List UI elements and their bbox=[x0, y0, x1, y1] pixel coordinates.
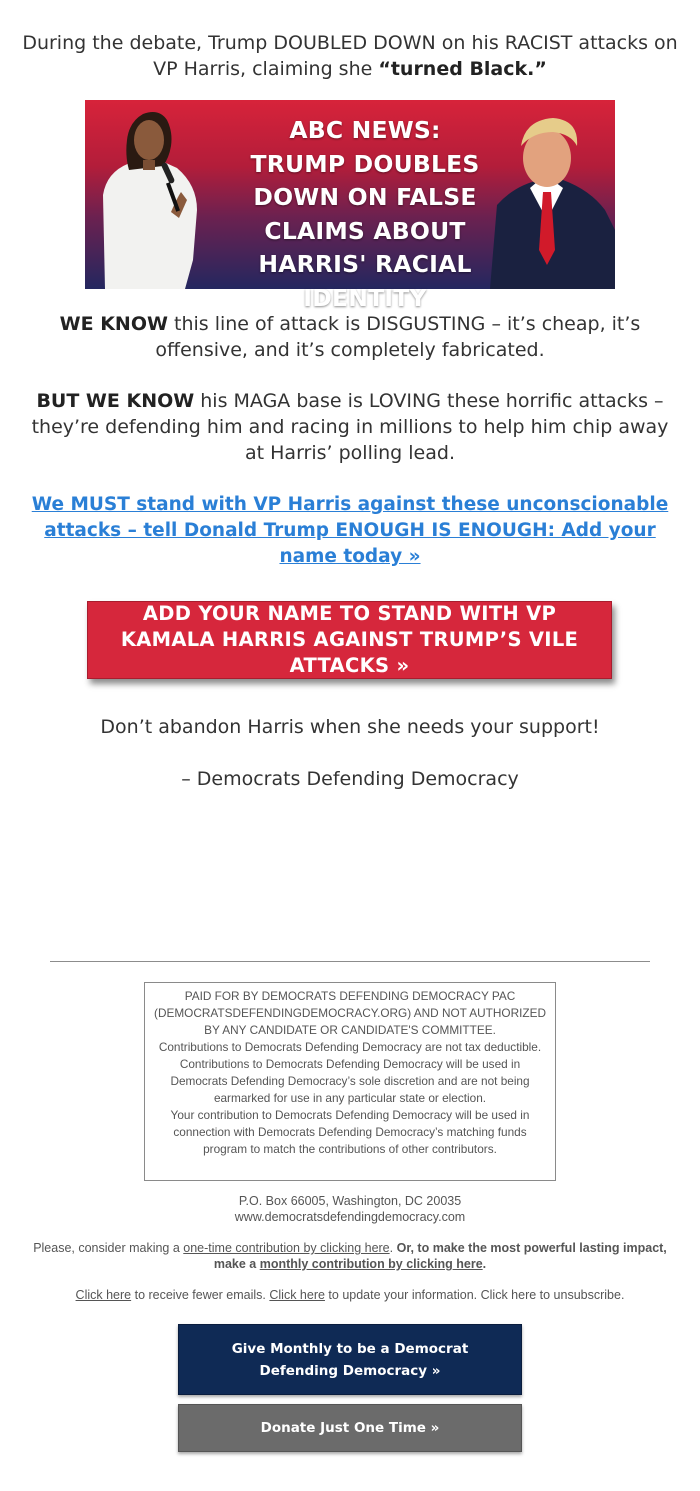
intro-text: During the debate, Trump DOUBLED DOWN on his RACIST attacks on VP Harris, claiming she bbox=[22, 32, 678, 80]
give-monthly-button[interactable] bbox=[178, 1324, 522, 1395]
one-time-contribution-link[interactable]: one-time contribution by clicking here bbox=[183, 1241, 390, 1255]
consider-prefix: Please, consider making a bbox=[33, 1241, 184, 1255]
monthly-contribution-link[interactable]: monthly contribution by clicking here bbox=[259, 1257, 483, 1271]
disclaimer-matching-funds: Your contribution to Democrats Defending Democracy will be used in connection with Democrats Defending Democracy’s matching funds program to match the contributions of other contributors. bbox=[170, 1108, 530, 1156]
signature-text: – Democrats Defending Democracy bbox=[181, 768, 519, 790]
unsubscribe-link[interactable]: Click here to unsubscribe. bbox=[480, 1288, 625, 1302]
add-your-name-label: ADD YOUR NAME TO STAND WITH VP KAMALA HARRIS AGAINST TRUMP’S VILE ATTACKS » bbox=[120, 602, 579, 677]
signature bbox=[20, 766, 680, 792]
update-info-link[interactable]: Click here bbox=[269, 1288, 325, 1302]
disclaimer-paid-for: PAID FOR BY DEMOCRATS DEFENDING DEMOCRACY PAC (DEMOCRATSDEFENDINGDEMOCRACY.ORG) AND NOT AUTHORIZED BY ANY CANDIDATE OR CANDIDATE'S COMMITTEE. bbox=[154, 989, 546, 1037]
fewer-emails-text: to receive fewer emails. bbox=[131, 1288, 270, 1302]
contribution-options bbox=[30, 1240, 670, 1272]
but-we-know-lead: BUT WE KNOW bbox=[36, 390, 195, 412]
closing-line-text: Don’t abandon Harris when she needs your support! bbox=[100, 716, 600, 738]
disclaimer-sole-discretion: Contributions to Democrats Defending Democracy will be used in Democrats Defending Democracy’s sole discretion and are not being earmarked for use in any particular state or election. bbox=[170, 1057, 530, 1105]
consider-bold: Or, to make the most powerful lasting impact, make a bbox=[213, 1241, 667, 1271]
donate-once-button[interactable] bbox=[178, 1404, 522, 1452]
we-know-paragraph bbox=[20, 311, 680, 363]
petition-link[interactable]: We MUST stand with VP Harris against these unconscionable attacks – tell Donald Trump ENOUGH IS ENOUGH: Add your name today » bbox=[31, 494, 669, 567]
news-banner-image[interactable] bbox=[85, 100, 615, 312]
intro-quote: “turned Black.” bbox=[378, 58, 547, 80]
but-we-know-paragraph bbox=[20, 388, 680, 466]
closing-line bbox=[20, 714, 680, 740]
consider-mid: . bbox=[389, 1241, 397, 1255]
intro-paragraph bbox=[20, 30, 680, 82]
legal-disclaimer-box bbox=[144, 982, 556, 1181]
website-text: www.democratsdefendingdemocracy.com bbox=[234, 1210, 466, 1224]
banner-headline: ABC NEWS: TRUMP DOUBLES DOWN ON FALSE CLAIMS ABOUT HARRIS' RACIAL IDENTITY bbox=[250, 116, 480, 312]
add-your-name-button[interactable] bbox=[87, 601, 612, 679]
fewer-emails-link[interactable]: Click here bbox=[75, 1288, 132, 1302]
donate-once-label: Donate Just One Time » bbox=[260, 1420, 440, 1436]
email-preferences bbox=[30, 1287, 670, 1303]
petition-link-paragraph bbox=[30, 492, 670, 570]
update-info-text: to update your information. bbox=[324, 1288, 481, 1302]
consider-end: . bbox=[482, 1257, 487, 1271]
disclaimer-not-tax-deductible: Contributions to Democrats Defending Democracy are not tax deductible. bbox=[158, 1040, 542, 1054]
we-know-lead: WE KNOW bbox=[59, 313, 168, 335]
po-box: P.O. Box 66005, Washington, DC 20035 bbox=[238, 1194, 462, 1208]
mailing-address bbox=[30, 1193, 670, 1225]
but-we-know-text: his MAGA base is LOVING these horrific attacks – they’re defending him and racing in millions to help him chip away at Harris’ polling lead. bbox=[31, 390, 669, 464]
give-monthly-label: Give Monthly to be a Democrat Defending Democracy » bbox=[231, 1340, 469, 1379]
harris-figure bbox=[103, 112, 197, 289]
we-know-text: this line of attack is DISGUSTING – it’s cheap, it’s offensive, and it’s completely fabricated. bbox=[155, 313, 641, 361]
divider bbox=[50, 961, 650, 962]
trump-figure bbox=[490, 118, 615, 289]
